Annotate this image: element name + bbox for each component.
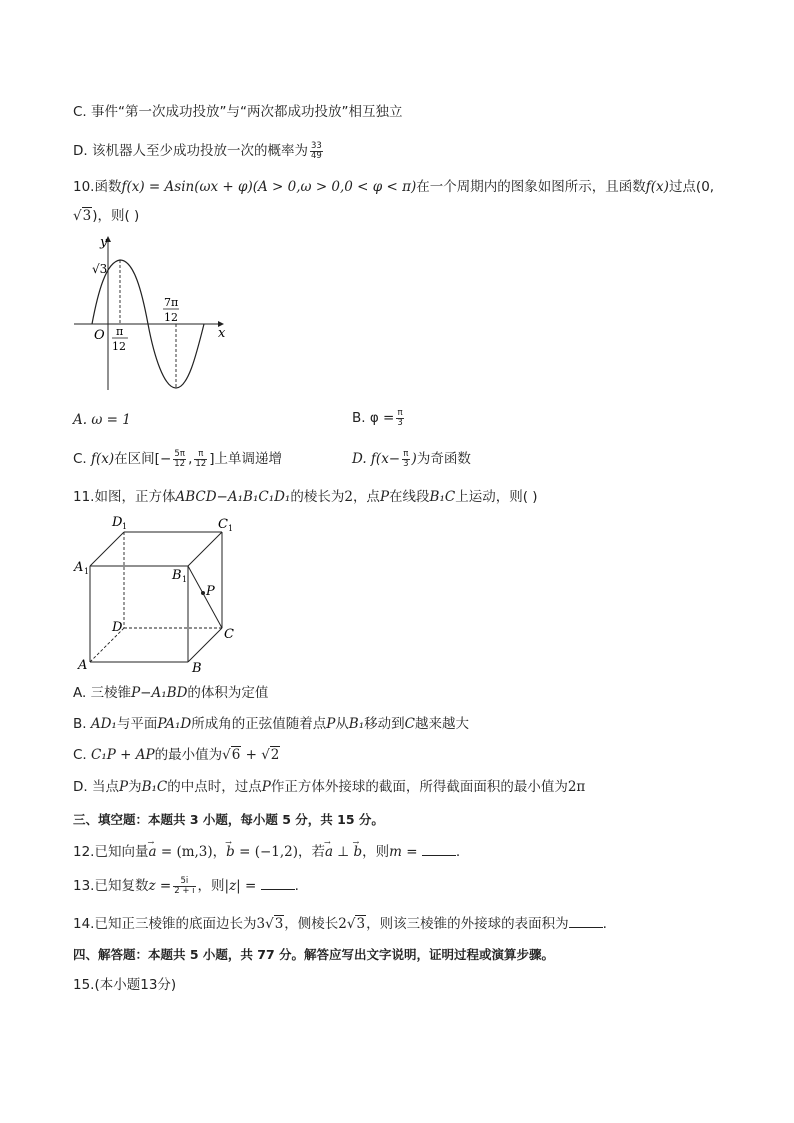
section3-title: 三、填空题：本题共 3 小题，每小题 5 分，共 15 分。 xyxy=(73,812,384,827)
svg-text:C: C xyxy=(218,517,228,532)
q14-answer-blank[interactable] xyxy=(569,913,603,928)
x-label: x xyxy=(218,326,226,341)
tick1-num: π xyxy=(116,325,124,338)
q12-stem: 12.已知向量→ a = (m,3)，→ b = (−1,2)，若→ a ⊥ → b，则m = . xyxy=(73,841,460,862)
y-label: y xyxy=(100,235,108,250)
peak-value-label: √3 xyxy=(92,262,108,276)
tick2-den: 12 xyxy=(164,311,178,324)
q11-option-b: B. AD₁与平面PA₁D所成角的正弦值随着点P从B₁移动到C越来越大 xyxy=(73,716,469,732)
q10-sine-graph xyxy=(72,232,232,394)
q10-option-b: B. φ = $\frac{\pi}{3}$ xyxy=(352,407,403,428)
q10-stem: 10.函数f(x) = Asin(ωx + φ)(A > 0,ω > 0,0 < φ < π)在一个周期内的图象如图所示，且函数f(x)过点(0, xyxy=(73,179,715,195)
svg-text:1: 1 xyxy=(228,524,234,533)
origin-label: O xyxy=(94,328,105,343)
svg-text:D: D xyxy=(112,515,123,530)
q10-option-d: D. f(x− $\frac{\pi}{3}$ )为奇函数 xyxy=(352,448,471,469)
q9-option-d-fraction: $\frac{33}{49}$ xyxy=(310,140,322,161)
tick1-den: 12 xyxy=(112,340,126,353)
svg-text:1: 1 xyxy=(122,522,128,531)
svg-text:D: D xyxy=(112,620,123,635)
q11-option-d: D. 当点P为B₁C的中点时，过点P作正方体外接球的截面，所得截面面积的最小值为2π xyxy=(73,779,586,795)
q9-option-d: D. 该机器人至少成功投放一次的概率为 $\frac{33}{49}$ xyxy=(73,140,322,161)
q11-option-c: C. C₁P + AP的最小值为√6 + √2 xyxy=(73,747,280,763)
q13-answer-blank[interactable] xyxy=(261,875,295,890)
q11-option-a: A. 三棱锥P−A₁BD的体积为定值 xyxy=(73,685,269,701)
q10-option-c: C. f(x)在区间[− $\frac{5\pi}{12}$ , $\frac{\pi}{12}$ ]上单调递增 xyxy=(73,448,282,469)
q11-cube-figure xyxy=(72,514,242,676)
q9-option-c: C. 事件“第一次成功投放”与“两次都成功投放”相互独立 xyxy=(73,104,403,120)
svg-text:1: 1 xyxy=(84,567,90,576)
svg-text:B: B xyxy=(192,661,202,676)
q15-heading: 15.(本小题13分) xyxy=(73,977,177,993)
svg-text:A: A xyxy=(74,560,84,575)
svg-text:P: P xyxy=(206,584,215,599)
q12-answer-blank[interactable] xyxy=(422,841,456,856)
svg-text:1: 1 xyxy=(182,575,188,584)
q11-stem: 11.如图，正方体ABCD−A₁B₁C₁D₁的棱长为2，点P在线段B₁C上运动，则( ) xyxy=(73,489,538,505)
q13-stem: 13.已知复数z = $\frac{5i}{2 + i}$ ，则|z| = . xyxy=(73,875,299,896)
svg-text:B: B xyxy=(172,568,182,583)
svg-text:C: C xyxy=(224,627,234,642)
svg-text:A: A xyxy=(78,658,88,673)
q14-stem: 14.已知正三棱锥的底面边长为3√3，侧棱长2√3，则该三棱锥的外接球的表面积为 . xyxy=(73,913,607,934)
section4-title: 四、解答题：本题共 5 小题，共 77 分。解答应写出文字说明，证明过程或演算步骤。 xyxy=(73,947,555,962)
q10-stem-line2: √3)，则( ) xyxy=(73,208,140,224)
q10-option-a: A. ω = 1 xyxy=(73,412,131,428)
tick2-num: 7π xyxy=(164,296,179,309)
segment-b1c xyxy=(188,566,222,628)
point-p xyxy=(201,591,205,595)
